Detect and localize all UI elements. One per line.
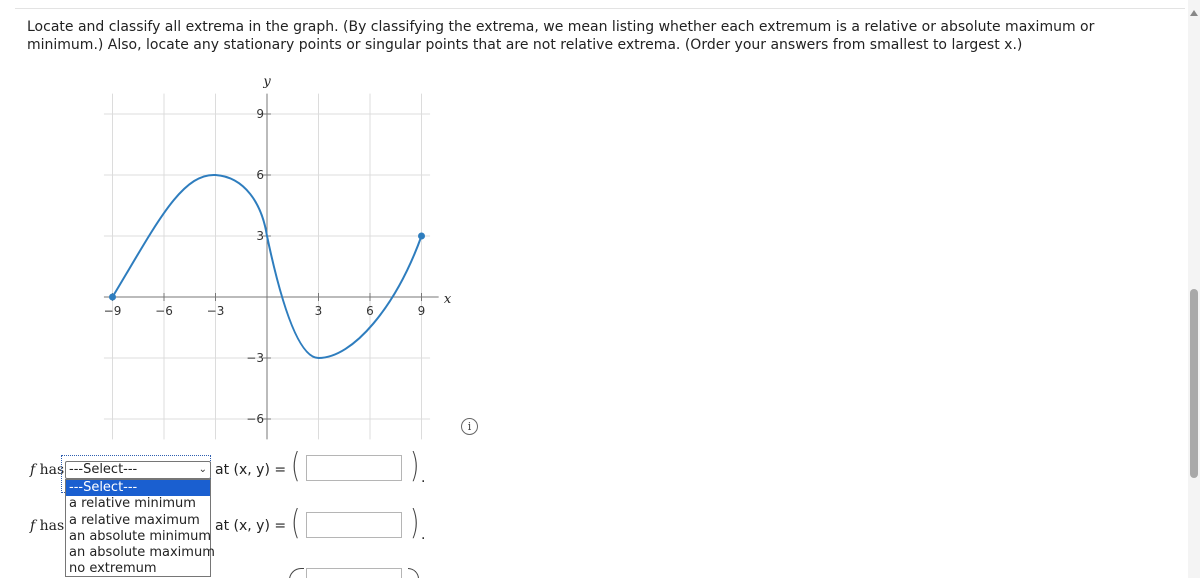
question-text: Locate and classify all extrema in the graph. (By classifying the extrema, we mean listing whether each extremum is a relative or absolute maximum or minimum.) Also, locate any stationary points or singular points that are not relative extrema. (Order your answers from smallest to largest x.) xyxy=(27,19,1095,53)
row3-open-paren xyxy=(289,568,304,578)
axes xyxy=(104,94,439,440)
row2-answer-input[interactable] xyxy=(306,512,402,538)
y-tick-label: 9 xyxy=(256,107,264,121)
row2-open-paren: ( xyxy=(290,503,301,543)
dropdown-option[interactable]: an absolute maximum xyxy=(69,545,215,561)
row1-at-label: at (x, y) = xyxy=(215,462,287,478)
row2-f: f xyxy=(30,518,36,534)
row1-f-label xyxy=(30,462,64,478)
row1-period: . xyxy=(421,470,426,486)
scrollbar-thumb[interactable] xyxy=(1190,289,1198,478)
x-tick-label: 3 xyxy=(314,304,323,318)
row1-answer-input[interactable] xyxy=(306,455,402,481)
y-axis-label: y xyxy=(263,74,271,90)
left-endpoint-dot xyxy=(109,294,116,301)
row1-f: f xyxy=(30,462,36,478)
row3-close-paren xyxy=(408,568,419,578)
row1-has: has xyxy=(39,462,65,478)
x-tick-label: −3 xyxy=(206,304,225,318)
right-endpoint-dot xyxy=(418,233,425,240)
row2-f-label xyxy=(30,518,64,534)
chevron-down-icon: ⌄ xyxy=(198,464,207,475)
tick-labels xyxy=(104,75,452,426)
dropdown-option[interactable]: an absolute minimum xyxy=(69,528,212,544)
x-tick-label: 6 xyxy=(366,304,374,318)
y-tick-label: 3 xyxy=(256,229,264,243)
row3-answer-input[interactable] xyxy=(306,568,402,578)
x-tick-label: −6 xyxy=(155,304,173,318)
x-tick-label: 9 xyxy=(417,304,426,318)
x-tick-label: −9 xyxy=(103,304,122,318)
dropdown-option[interactable]: a relative maximum xyxy=(69,512,200,528)
select-value: ---Select--- xyxy=(69,462,138,477)
dropdown-option[interactable]: no extremum xyxy=(69,561,157,577)
y-tick-label: 6 xyxy=(256,168,264,182)
dropdown-option[interactable]: a relative minimum xyxy=(69,496,196,512)
row2-close-paren: ) xyxy=(409,503,420,543)
info-icon[interactable]: i xyxy=(461,418,478,435)
dropdown-option[interactable]: ---Select--- xyxy=(66,480,210,496)
x-axis-label: x xyxy=(443,292,452,307)
scroll-up-arrow-icon[interactable] xyxy=(1190,10,1198,16)
row2-has: has xyxy=(39,518,65,534)
row2-at-label: at (x, y) = xyxy=(215,518,287,534)
extremum-select-1[interactable] xyxy=(65,461,211,479)
row1-close-paren: ) xyxy=(409,446,420,486)
row2-period: . xyxy=(421,527,426,543)
extremum-dropdown-list xyxy=(65,479,215,577)
row1-open-paren: ( xyxy=(290,446,301,486)
y-tick-label: −3 xyxy=(246,351,264,365)
y-tick-label: −6 xyxy=(246,412,264,426)
